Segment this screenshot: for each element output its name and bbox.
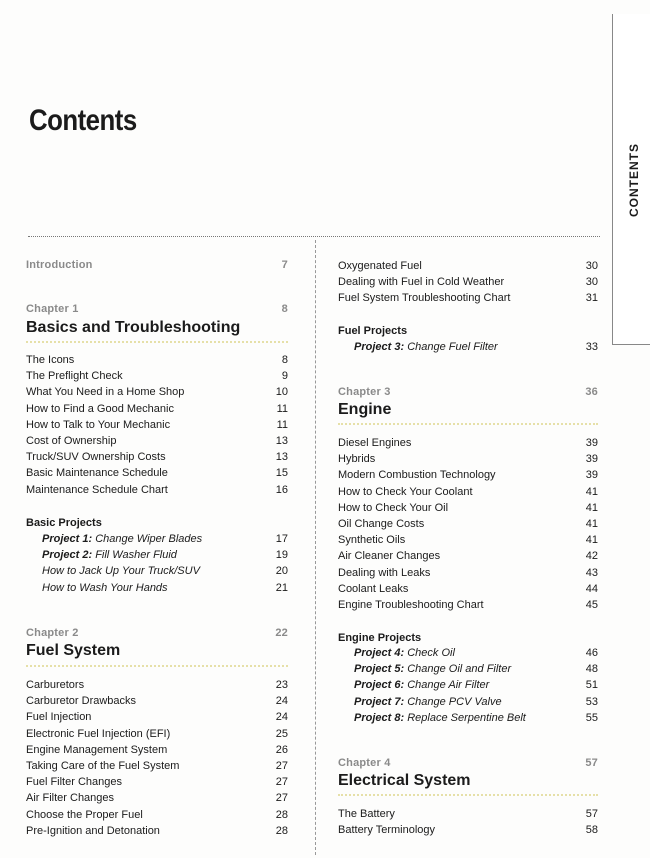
entry-page-number: 28 bbox=[275, 808, 288, 821]
project-label: Project 2: bbox=[42, 549, 93, 562]
entry-title: Engine Management System bbox=[26, 743, 168, 756]
entry-page-number: 24 bbox=[275, 695, 288, 708]
project-entry bbox=[26, 548, 288, 562]
entry-page-number: 55 bbox=[585, 711, 598, 724]
toc-entry bbox=[338, 566, 598, 580]
entry-page-number: 19 bbox=[275, 549, 288, 562]
entry-title: How to Check Your Coolant bbox=[338, 485, 473, 498]
entry-title: How to Find a Good Mechanic bbox=[26, 402, 174, 415]
entry-page-number: 33 bbox=[585, 341, 598, 353]
toc-entry bbox=[338, 259, 598, 273]
entry-title: Pre-Ignition and Detonation bbox=[26, 824, 160, 837]
entry-page-number: 42 bbox=[585, 550, 598, 563]
toc-entry bbox=[338, 436, 598, 450]
entry-title: Engine Troubleshooting Chart bbox=[338, 599, 484, 611]
entry-page-number: 39 bbox=[585, 437, 598, 449]
chapter-2-rule bbox=[26, 665, 288, 667]
project-entry bbox=[338, 678, 598, 692]
entry-title: How to Check Your Oil bbox=[338, 501, 449, 514]
project-title: Check Oil bbox=[407, 647, 455, 659]
toc-entry bbox=[338, 291, 598, 305]
toc-entry bbox=[26, 353, 288, 367]
entry-title: Battery Terminology bbox=[338, 824, 436, 837]
entry-page-number: 17 bbox=[275, 533, 288, 545]
entry-title: Choose the Proper Fuel bbox=[26, 808, 143, 821]
toc-entry bbox=[26, 759, 288, 773]
entry-title: Oxygenated Fuel bbox=[338, 260, 422, 272]
chapter-2-title: Fuel System bbox=[26, 642, 121, 659]
toc-entry bbox=[26, 402, 288, 416]
toc-entry bbox=[338, 598, 598, 612]
entry-page-number: 41 bbox=[585, 485, 598, 498]
side-tab-label: CONTENTS bbox=[627, 143, 641, 217]
entry-page-number: 30 bbox=[585, 260, 598, 272]
chapter-1-label: Chapter 1 8 bbox=[26, 303, 288, 315]
entry-page-number: 28 bbox=[275, 824, 288, 837]
entry-page-number: 13 bbox=[275, 451, 288, 464]
project-title: Change Wiper Blades bbox=[95, 533, 203, 545]
project-label: Project 6: bbox=[354, 679, 405, 692]
entry-title: Dealing with Fuel in Cold Weather bbox=[338, 276, 505, 289]
toc-entry bbox=[26, 466, 288, 480]
entry-page-number: 58 bbox=[585, 824, 598, 837]
project-title: How to Jack Up Your Truck/SUV bbox=[42, 565, 200, 578]
chapter-3-title: Engine bbox=[338, 401, 392, 418]
entry-title: Synthetic Oils bbox=[338, 534, 406, 547]
column-divider bbox=[315, 240, 316, 855]
entry-title: Taking Care of the Fuel System bbox=[26, 760, 180, 772]
entry-title: Basic Maintenance Schedule bbox=[26, 467, 168, 480]
project-label: Project 7: bbox=[354, 695, 405, 708]
entry-page-number: 10 bbox=[275, 386, 288, 399]
toc-entry bbox=[26, 824, 288, 838]
entry-title: The Preflight Check bbox=[26, 370, 123, 383]
entry-page-number: 44 bbox=[585, 582, 598, 595]
entry-page-number: 39 bbox=[585, 469, 598, 482]
entry-title: Dealing with Leaks bbox=[338, 566, 431, 579]
entry-page-number: 15 bbox=[275, 467, 288, 480]
project-title: Change Air Filter bbox=[407, 679, 490, 692]
entry-page-number: 48 bbox=[585, 663, 598, 676]
entry-page-number: 45 bbox=[585, 599, 598, 611]
entry-title: Air Cleaner Changes bbox=[338, 550, 441, 563]
project-title: Change PCV Valve bbox=[407, 695, 502, 708]
entry-page-number: 41 bbox=[585, 518, 598, 530]
toc-entry bbox=[26, 678, 288, 692]
toc-entry bbox=[338, 452, 598, 466]
entry-page-number: 41 bbox=[585, 534, 598, 547]
entry-page-number: 9 bbox=[281, 370, 288, 383]
toc-entry bbox=[338, 807, 598, 821]
toc-entry bbox=[26, 450, 288, 464]
entry-page-number: 39 bbox=[585, 453, 598, 466]
toc-entry bbox=[26, 418, 288, 432]
project-title: Change Fuel Filter bbox=[407, 341, 498, 353]
entry-title: Fuel System Troubleshooting Chart bbox=[338, 292, 511, 305]
chapter-1-title: Basics and Troubleshooting bbox=[26, 319, 241, 336]
project-entry bbox=[26, 564, 288, 578]
entry-page-number: 11 bbox=[276, 418, 288, 431]
entry-title: Fuel Injection bbox=[26, 711, 92, 724]
entry-page-number: 41 bbox=[585, 501, 598, 514]
entry-page-number: 46 bbox=[585, 647, 598, 659]
entry-title: What You Need in a Home Shop bbox=[26, 386, 185, 399]
toc-entry bbox=[26, 483, 288, 497]
page-title: Contents bbox=[29, 104, 137, 137]
entry-page-number: 13 bbox=[275, 435, 288, 447]
project-label: Project 1: bbox=[42, 533, 93, 545]
entry-page-number: 43 bbox=[585, 566, 598, 579]
project-label: Project 8: bbox=[354, 711, 405, 724]
project-entry bbox=[338, 646, 598, 660]
entry-title: Fuel Filter Changes bbox=[26, 776, 122, 789]
entry-page-number: 25 bbox=[275, 727, 288, 740]
chapter-4-label: Chapter 4 57 bbox=[338, 757, 598, 769]
entry-title: Electronic Fuel Injection (EFI) bbox=[26, 727, 171, 740]
project-title: Fill Washer Fluid bbox=[95, 549, 177, 562]
entry-title: Diesel Engines bbox=[338, 437, 412, 449]
entry-title: Cost of Ownership bbox=[26, 435, 117, 447]
toc-entry bbox=[338, 549, 598, 563]
chapter-2-label: Chapter 2 22 bbox=[26, 627, 288, 639]
project-entry bbox=[338, 340, 598, 354]
entry-page-number: 31 bbox=[585, 292, 598, 305]
entry-page-number: 53 bbox=[585, 695, 598, 708]
chapter-4-rule bbox=[338, 794, 598, 796]
toc-entry bbox=[26, 727, 288, 741]
chapter-3-label: Chapter 3 36 bbox=[338, 386, 598, 398]
toc-entry bbox=[26, 808, 288, 822]
entry-title: Truck/SUV Ownership Costs bbox=[26, 451, 166, 464]
project-entry bbox=[338, 711, 598, 725]
chapter-3-rule bbox=[338, 423, 598, 425]
toc-entry bbox=[26, 369, 288, 383]
entry-page-number: 21 bbox=[275, 581, 288, 594]
project-title: How to Wash Your Hands bbox=[42, 581, 168, 594]
entry-title: Oil Change Costs bbox=[338, 518, 425, 530]
entry-page-number: 27 bbox=[275, 776, 288, 789]
toc-entry bbox=[338, 468, 598, 482]
entry-title: Coolant Leaks bbox=[338, 582, 409, 595]
toc-introduction: Introduction 7 bbox=[26, 259, 288, 271]
toc-entry bbox=[26, 743, 288, 757]
chapter-1-rule bbox=[26, 341, 288, 343]
entry-title: Carburetor Drawbacks bbox=[26, 695, 137, 708]
entry-page-number: 26 bbox=[275, 743, 288, 756]
project-title: Change Oil and Filter bbox=[407, 663, 512, 676]
entry-title: How to Talk to Your Mechanic bbox=[26, 418, 171, 431]
entry-page-number: 27 bbox=[275, 760, 288, 772]
entry-page-number: 16 bbox=[275, 483, 288, 496]
toc-entry bbox=[26, 694, 288, 708]
project-entry bbox=[26, 532, 288, 546]
project-title: Replace Serpentine Belt bbox=[407, 711, 526, 724]
entry-page-number: 27 bbox=[275, 792, 288, 805]
entry-page-number: 30 bbox=[585, 276, 598, 289]
project-label: Project 5: bbox=[354, 663, 405, 676]
toc-entry bbox=[338, 485, 598, 499]
entry-page-number: 24 bbox=[275, 711, 288, 724]
chapter-4-title: Electrical System bbox=[338, 772, 471, 789]
project-label: Project 3: bbox=[354, 341, 405, 353]
top-rule bbox=[28, 236, 600, 237]
entry-title: The Battery bbox=[338, 808, 395, 820]
project-label: Project 4: bbox=[354, 647, 405, 659]
entry-page-number: 57 bbox=[585, 808, 598, 820]
entry-page-number: 8 bbox=[281, 354, 288, 366]
entry-page-number: 51 bbox=[585, 679, 598, 692]
toc-entry bbox=[338, 275, 598, 289]
entry-page-number: 23 bbox=[275, 679, 288, 691]
toc-entry bbox=[338, 501, 598, 515]
toc-entry bbox=[26, 385, 288, 399]
entry-title: Hybrids bbox=[338, 453, 376, 466]
engine-projects-heading: Engine Projects bbox=[338, 632, 422, 644]
fuel-projects-heading: Fuel Projects bbox=[338, 325, 408, 337]
toc-entry bbox=[338, 582, 598, 596]
entry-title: The Icons bbox=[26, 354, 75, 366]
toc-entry bbox=[26, 775, 288, 789]
entry-title: Modern Combustion Technology bbox=[338, 469, 496, 482]
entry-page-number: 20 bbox=[275, 565, 288, 578]
project-entry bbox=[338, 695, 598, 709]
toc-entry bbox=[26, 710, 288, 724]
toc-entry bbox=[338, 823, 598, 837]
project-entry bbox=[338, 662, 598, 676]
toc-entry bbox=[338, 517, 598, 531]
toc-entry bbox=[26, 434, 288, 448]
toc-entry bbox=[26, 791, 288, 805]
project-entry bbox=[26, 581, 288, 595]
entry-title: Air Filter Changes bbox=[26, 792, 115, 805]
entry-title: Maintenance Schedule Chart bbox=[26, 483, 168, 496]
entry-title: Carburetors bbox=[26, 679, 85, 691]
entry-page-number: 11 bbox=[276, 402, 288, 415]
basic-projects-heading: Basic Projects bbox=[26, 517, 102, 529]
toc-entry bbox=[338, 533, 598, 547]
